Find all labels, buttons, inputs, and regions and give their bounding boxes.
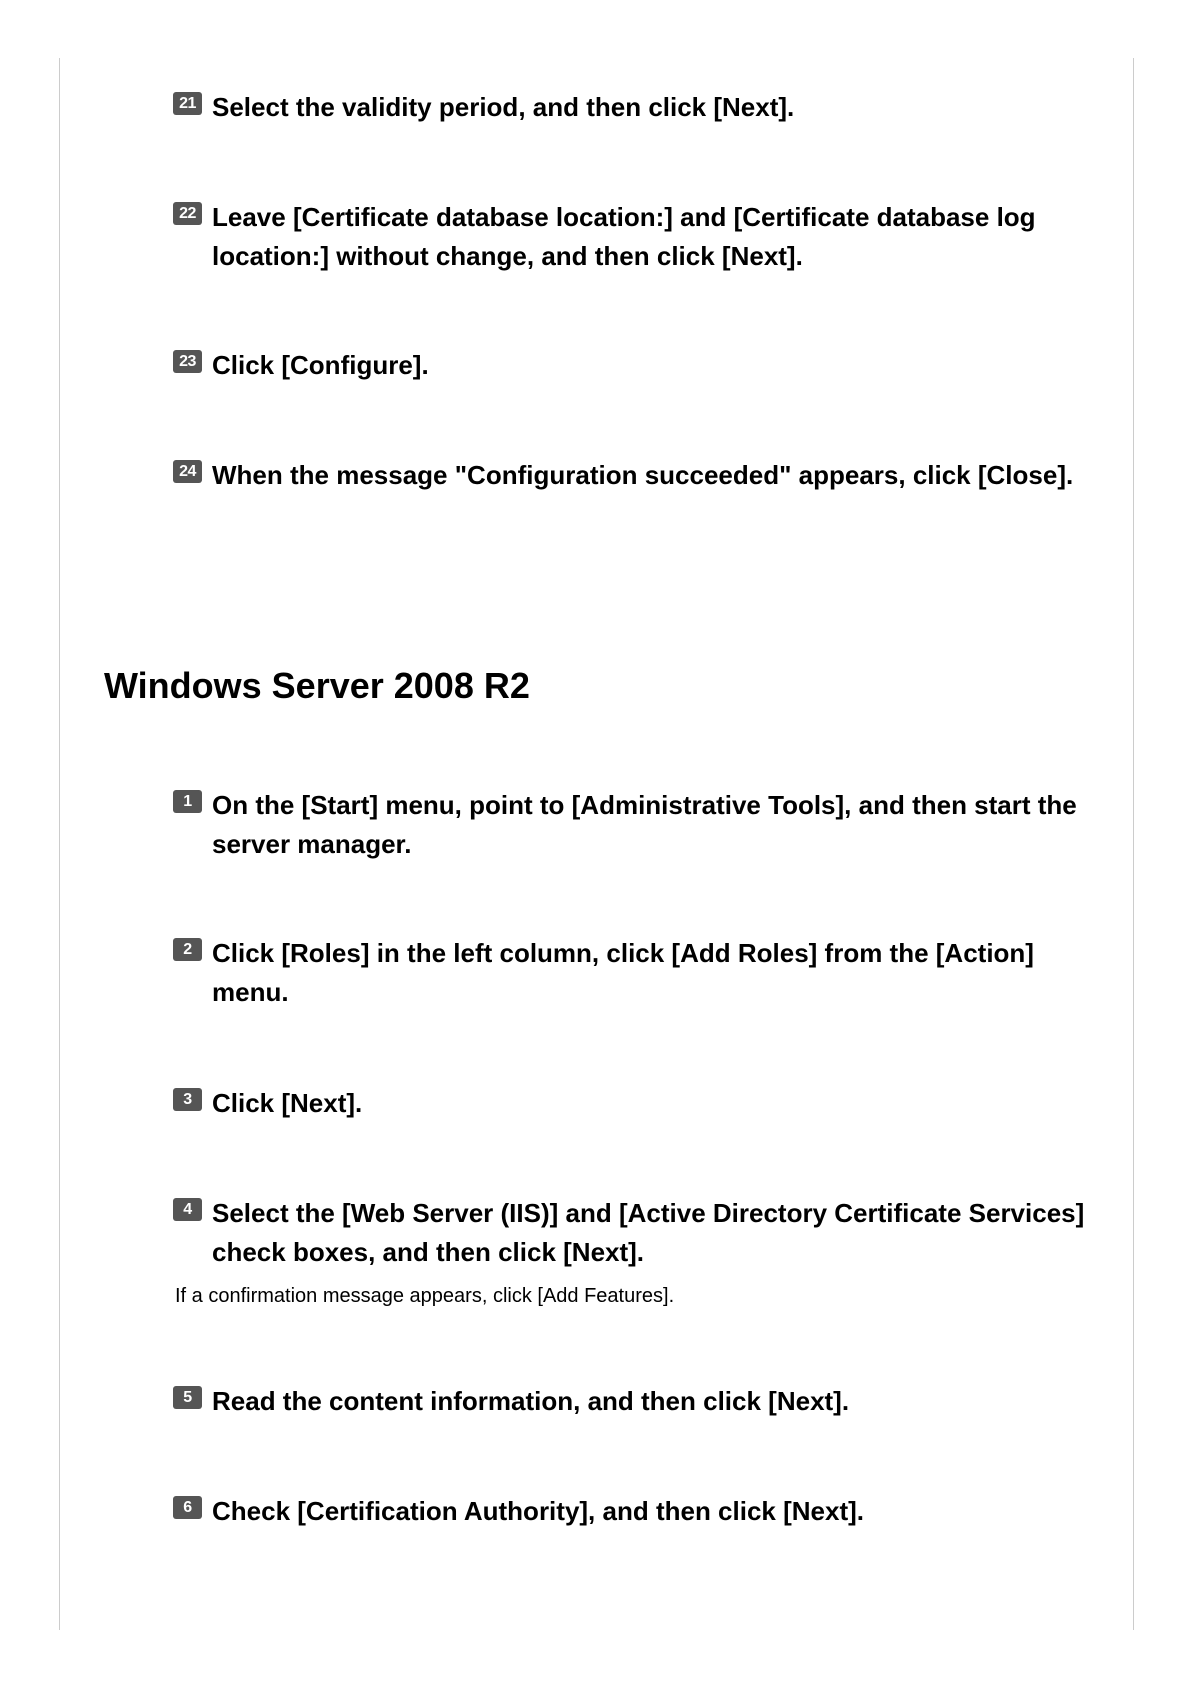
step-text: Click [Configure]. [212, 350, 429, 380]
step-4-note: If a confirmation message appears, click [Add Features]. [175, 1285, 675, 1307]
left-margin-rule [59, 58, 60, 1630]
step-number-badge: 21 [173, 92, 202, 115]
step-3 [173, 1084, 1093, 1123]
step-number-badge: 4 [173, 1198, 202, 1221]
step-number-badge: 23 [173, 350, 202, 373]
step-4 [173, 1194, 1093, 1272]
right-margin-rule [1133, 58, 1134, 1630]
step-text: Click [Roles] in the left column, click [Add Roles] from the [Action] menu. [212, 938, 1034, 1007]
step-text: Leave [Certificate database location:] and [Certificate database log location:] without change, and then click [Next]. [212, 202, 1036, 271]
step-text: Read the content information, and then click [Next]. [212, 1386, 850, 1416]
step-5 [173, 1382, 1093, 1421]
step-2 [173, 934, 1093, 1012]
section-title: Windows Server 2008 R2 [104, 665, 530, 706]
step-23 [173, 346, 1093, 385]
step-6 [173, 1492, 1093, 1531]
step-number-badge: 6 [173, 1496, 202, 1519]
step-1 [173, 786, 1093, 864]
step-24 [173, 456, 1093, 495]
step-21 [173, 88, 1093, 127]
step-text: Select the [Web Server (IIS)] and [Active Directory Certificate Services] check boxes, and then click [Next]. [212, 1198, 1085, 1267]
step-text: On the [Start] menu, point to [Administrative Tools], and then start the server manager. [212, 790, 1077, 859]
step-text: Check [Certification Authority], and then click [Next]. [212, 1496, 865, 1526]
step-number-badge: 2 [173, 938, 202, 961]
step-number-badge: 1 [173, 790, 202, 813]
step-text: Click [Next]. [212, 1088, 363, 1118]
step-text: Select the validity period, and then click [Next]. [212, 92, 795, 122]
step-number-badge: 3 [173, 1088, 202, 1111]
step-22 [173, 198, 1093, 276]
step-number-badge: 24 [173, 460, 202, 483]
step-text: When the message "Configuration succeeded" appears, click [Close]. [212, 460, 1074, 490]
step-number-badge: 5 [173, 1386, 202, 1409]
step-number-badge: 22 [173, 202, 202, 225]
